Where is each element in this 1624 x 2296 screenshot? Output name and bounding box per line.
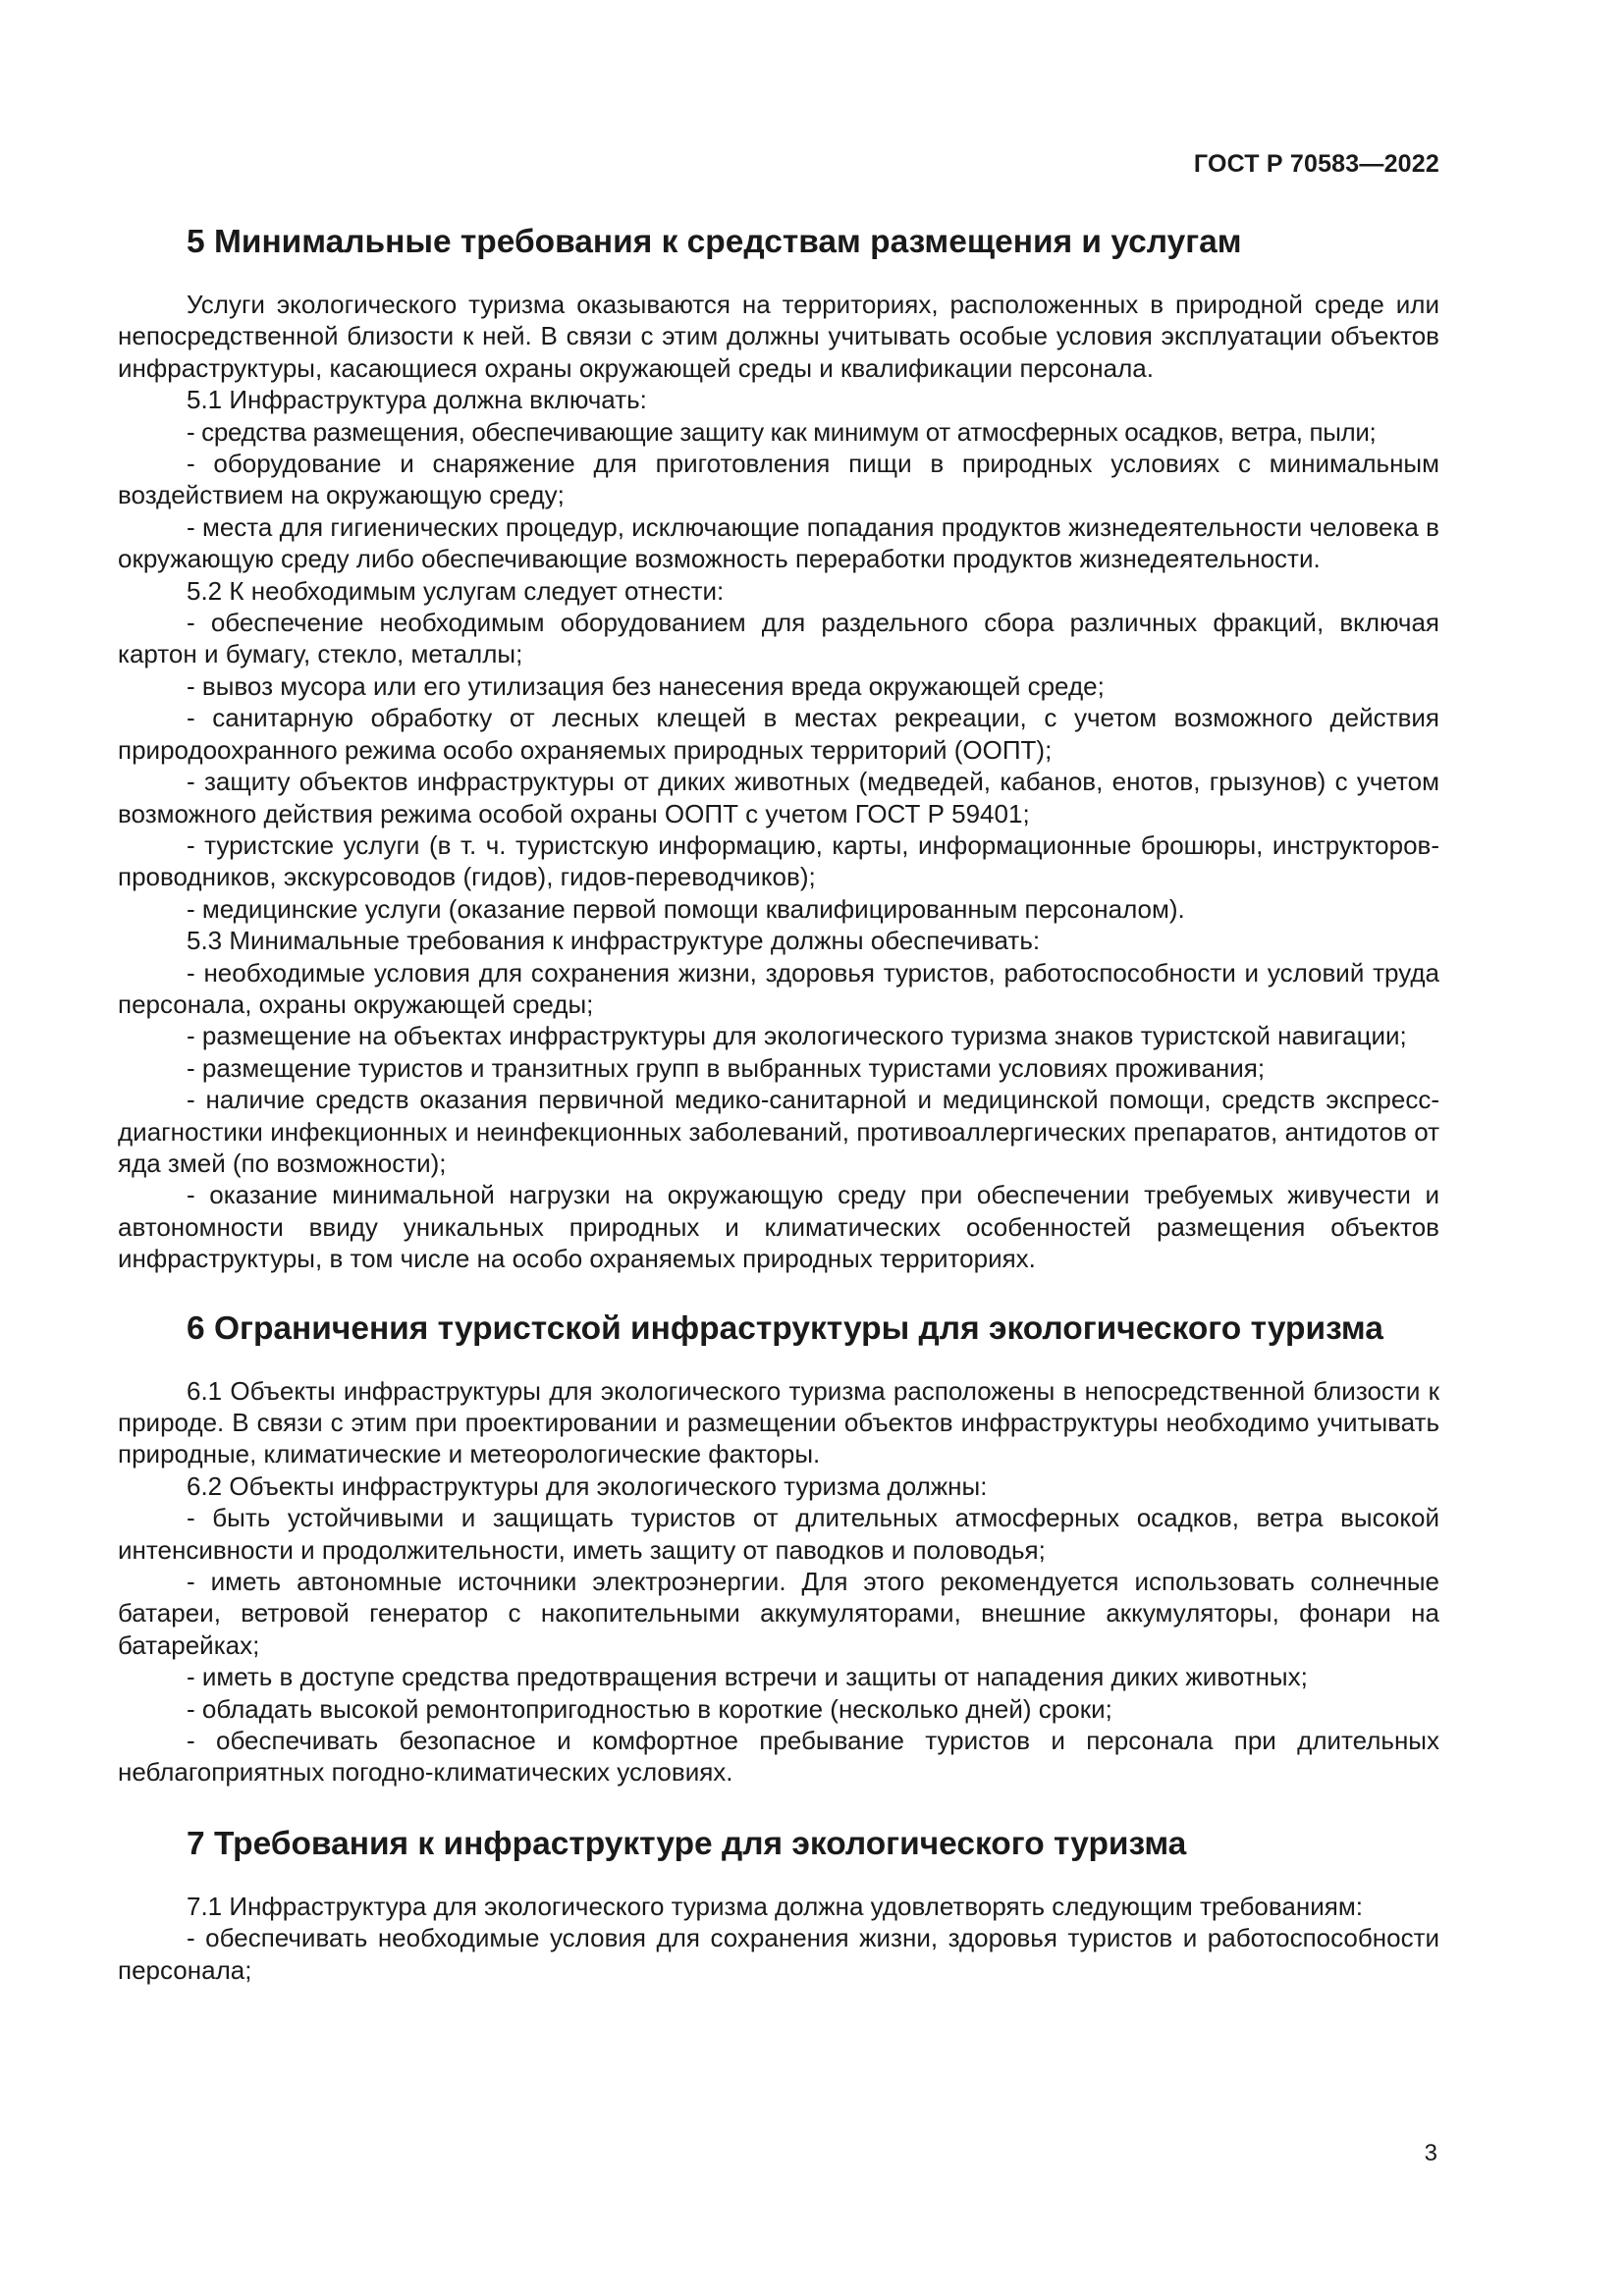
list-item: - иметь автономные источники электроэнергии. Для этого рекомендуется использовать солнечные батареи, ветровой генератор с накопительными аккумуляторами, внешние аккумуляторы, фонари на батарейках; [118, 1567, 1439, 1660]
list-item: - места для гигиенических процедур, исключающие попадания продуктов жизнедеятельности человека в окружающую среду либо обеспечивающие возможность переработки продуктов жизнедеятельности. [118, 511, 1439, 574]
clause-6-2: 6.2 Объекты инфраструктуры для экологического туризма должны: [187, 1470, 988, 1501]
list-item: - санитарную обработку от лесных клещей в местах рекреации, с учетом возможного действия природоохранного режима особо охраняемых природных территорий (ООПТ); [118, 703, 1439, 765]
list-item: - размещение на объектах инфраструктуры для экологического туризма знаков туристской навигации; [187, 1021, 1407, 1051]
list-item: - быть устойчивыми и защищать туристов от длительных атмосферных осадков, ветра высокой интенсивности и продолжительности, иметь защиту от паводков и половодья; [118, 1503, 1439, 1565]
list-item: - медицинские услуги (оказание первой помощи квалифицированным персоналом). [187, 893, 1185, 924]
clause-5-3: 5.3 Минимальные требования к инфраструктуре должны обеспечивать: [187, 926, 1041, 956]
clause-5-2: 5.2 К необходимым услугам следует отнести: [187, 575, 725, 606]
list-item: - иметь в доступе средства предотвращения встречи и защиты от нападения диких животных; [187, 1662, 1308, 1692]
section-5-intro: Услуги экологического туризма оказываются на территориях, расположенных в природной среде или непосредственной близости к ней. В связи с этим должны учитывать особые условия эксплуатации объектов инфраструктуры, касающиеся охраны окружающей среды и квалификации персонала. [118, 290, 1439, 383]
page-content [118, 222, 1439, 1986]
list-item: - обеспечивать безопасное и комфортное пребывание туристов и персонала при длительных неблагоприятных погодно-климатических условиях. [118, 1726, 1439, 1788]
page-number: 3 [1424, 2140, 1437, 2166]
list-item: - защиту объектов инфраструктуры от диких животных (медведей, кабанов, енотов, грызунов) с учетом возможного действия режима особой охраны ООПТ с учетом ГОСТ Р 59401; [118, 767, 1439, 828]
list-item: - обеспечивать необходимые условия для сохранения жизни, здоровья туристов и работоспособности персонала; [118, 1923, 1439, 1985]
list-item: - средства размещения, обеспечивающие защиту как минимум от атмосферных осадков, ветра, пыли; [187, 416, 1377, 447]
list-item: - оказание минимальной нагрузки на окружающую среду при обеспечении требуемых живучести и автономности ввиду уникальных природных и климатических особенностей размещения объектов инфраструктуры, в том числе на особо охраняемых природных территориях. [118, 1180, 1439, 1274]
document-code: ГОСТ Р 70583—2022 [1193, 150, 1439, 178]
clause-7-1: 7.1 Инфраструктура для экологического туризма должна удовлетворять следующим требованиям: [187, 1891, 1363, 1921]
clause-5-1: 5.1 Инфраструктура должна включать: [187, 385, 647, 415]
list-item: - туристские услуги (в т. ч. туристскую информацию, карты, информационные брошюры, инструкторов-проводников, экскурсоводов (гидов), гидов-переводчиков); [118, 829, 1439, 892]
clause-6-1: 6.1 Объекты инфраструктуры для экологического туризма расположены в непосредственной близости к природе. В связи с этим при проектировании и размещении объектов инфраструктуры необходимо учитывать природные, климатические и метеорологические факторы. [118, 1375, 1439, 1469]
list-item: - необходимые условия для сохранения жизни, здоровья туристов, работоспособности и условий труда персонала, охраны окружающей среды; [118, 957, 1439, 1019]
section-5-heading: 5 Минимальные требования к средствам размещения и услугам [187, 224, 1242, 260]
list-item: - обладать высокой ремонтопригодностью в короткие (несколько дней) сроки; [187, 1693, 1112, 1724]
list-item: - обеспечение необходимым оборудованием для раздельного сбора различных фракций, включая картон и бумагу, стекло, металлы; [118, 608, 1439, 669]
section-6-heading: 6 Ограничения туристской инфраструктуры для экологического туризма [187, 1309, 1383, 1347]
list-item: - размещение туристов и транзитных групп в выбранных туристами условиях проживания; [187, 1052, 1266, 1083]
list-item: - оборудование и снаряжение для приготовления пищи в природных условиях с минимальным воздействием на окружающую среду; [118, 449, 1439, 510]
list-item: - наличие средств оказания первичной медико-санитарной и медицинской помощи, средств экспресс-диагностики инфекционных и неинфекционных заболеваний, противоаллергических препаратов, антидотов от яда змей (по возможности); [118, 1085, 1439, 1178]
section-7-heading: 7 Требования к инфраструктуре для экологического туризма [187, 1825, 1187, 1862]
list-item: - вывоз мусора или его утилизация без нанесения вреда окружающей среде; [187, 670, 1105, 701]
